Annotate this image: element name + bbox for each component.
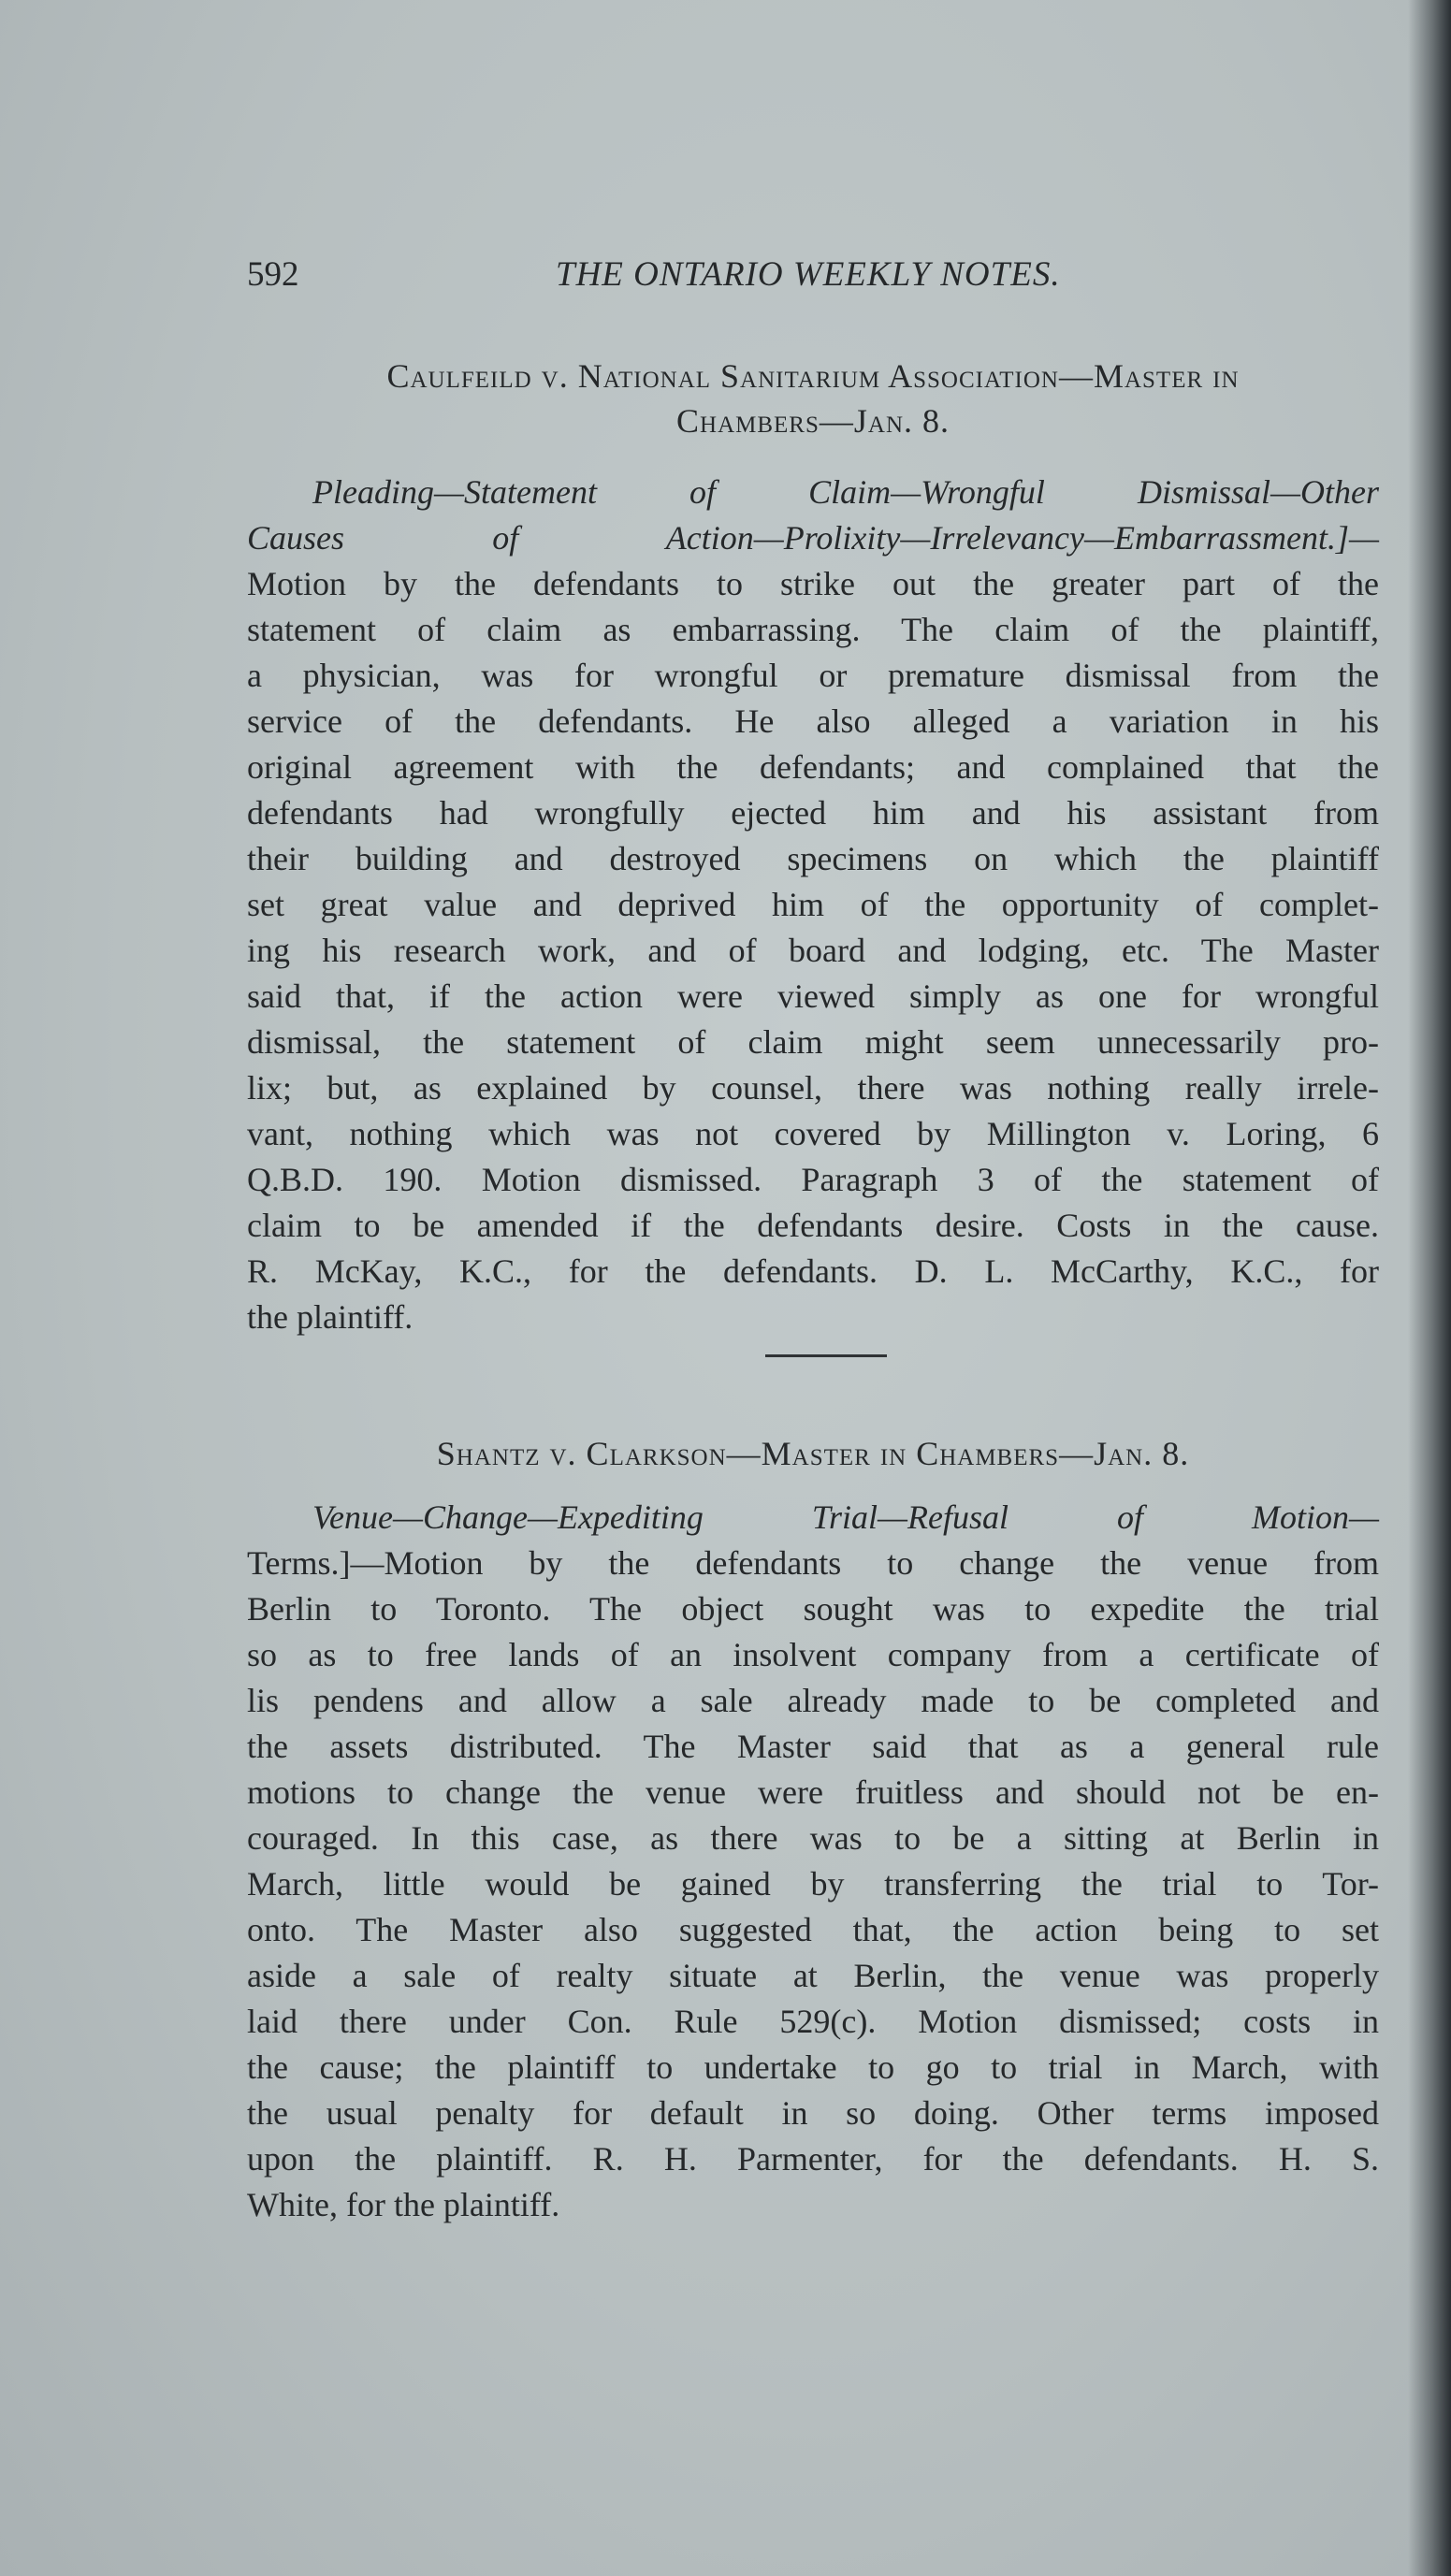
body-line: Motion by the defendants to strike out the greater part of the [247, 565, 1379, 602]
body-line: the cause; the plaintiff to undertake to go to trial in March, with [247, 2048, 1379, 2086]
body-line: statement of claim as embarrassing. The claim of the plaintiff, [247, 611, 1379, 648]
body-line: White, for the plaintiff. [247, 2186, 560, 2223]
body-line: laid there under Con. Rule 529(c). Motion dismissed; costs in [247, 2003, 1379, 2040]
body-line: defendants had wrongfully ejected him and his assistant from [247, 794, 1379, 832]
body-line: claim to be amended if the defendants desire. Costs in the cause. [247, 1207, 1379, 1244]
body-line: original agreement with the defendants; and complained that the [247, 748, 1379, 786]
body-line: the plaintiff. [247, 1298, 414, 1336]
binding-gutter-shadow [1408, 0, 1451, 2576]
case-body-caulfeild [247, 470, 1379, 1340]
case-heading-caulfeild [247, 354, 1379, 443]
body-line: Berlin to Toronto. The object sought was to expedite the trial [247, 1590, 1379, 1628]
body-line: upon the plaintiff. R. H. Parmenter, for the defendants. H. S. [247, 2140, 1379, 2178]
body-line: Q.B.D. 190. Motion dismissed. Paragraph 3 of the statement of [247, 1161, 1379, 1198]
case-heading-line: Chambers—Jan. 8. [676, 402, 950, 440]
body-line: their building and destroyed specimens on which the plaintiff [247, 840, 1379, 877]
running-head [247, 254, 1379, 301]
body-line: the assets distributed. The Master said that as a general rule [247, 1728, 1379, 1765]
body-line: dismissal, the statement of claim might seem unnecessarily pro- [247, 1023, 1379, 1061]
catchwords-line: Pleading—Statement of Claim—Wrongful Dismissal—Other [312, 473, 1379, 511]
body-line: onto. The Master also suggested that, the action being to set [247, 1911, 1379, 1948]
catchwords-line: Causes of Action—Prolixity—Irrelevancy—Embarrassment.]— [247, 519, 1379, 557]
body-line: couraged. In this case, as there was to be a sitting at Berlin in [247, 1819, 1379, 1857]
body-line: said that, if the action were viewed simply as one for wrongful [247, 977, 1379, 1015]
page-number: 592 [247, 255, 299, 294]
body-line: service of the defendants. He also alleged a variation in his [247, 702, 1379, 740]
body-line: motions to change the venue were fruitless and should not be en- [247, 1773, 1379, 1811]
case-heading-line: Caulfeild v. National Sanitarium Association—Master in [386, 357, 1240, 395]
body-line: lis pendens and allow a sale already made to be completed and [247, 1682, 1379, 1719]
body-line: ing his research work, and of board and lodging, etc. The Master [247, 932, 1379, 969]
body-line: set great value and deprived him of the opportunity of complet- [247, 886, 1379, 923]
journal-title: THE ONTARIO WEEKLY NOTES. [556, 255, 1061, 294]
body-line: vant, nothing which was not covered by Millington v. Loring, 6 [247, 1115, 1379, 1152]
body-line: March, little would be gained by transferring the trial to Tor- [247, 1865, 1379, 1903]
case-heading-shantz [247, 1431, 1379, 1476]
section-divider [765, 1354, 887, 1357]
body-line: so as to free lands of an insolvent company from a certificate of [247, 1636, 1379, 1673]
body-line: lix; but, as explained by counsel, there was nothing really irrele- [247, 1069, 1379, 1107]
body-line: aside a sale of realty situate at Berlin, the venue was properly [247, 1957, 1379, 1994]
body-line: a physician, was for wrongful or premature dismissal from the [247, 657, 1379, 694]
body-line: R. McKay, K.C., for the defendants. D. L. McCarthy, K.C., for [247, 1252, 1379, 1290]
catchwords-line: Venue—Change—Expediting Trial—Refusal of Motion— [312, 1498, 1379, 1536]
case-body-shantz [247, 1495, 1379, 2228]
case-heading-line: Shantz v. Clarkson—Master in Chambers—Jan. 8. [436, 1435, 1190, 1472]
body-line: the usual penalty for default in so doing. Other terms imposed [247, 2094, 1379, 2132]
body-line: Terms.]—Motion by the defendants to change the venue from [247, 1544, 1379, 1582]
